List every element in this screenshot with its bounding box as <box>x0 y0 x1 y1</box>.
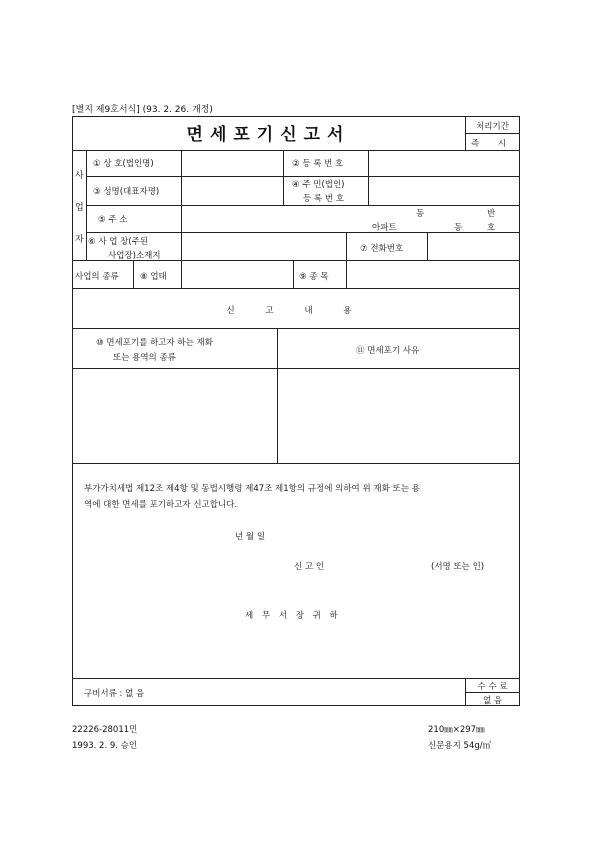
applicant-side-label-1: 사 <box>75 171 84 181</box>
declaration-line-1: 부가가치세법 제12조 제4항 및 동법시행령 제47조 제1항의 규정에 의하여 위 재화 또는 용 <box>84 484 420 494</box>
reporter-label: 신 고 인 <box>294 562 325 572</box>
goods-header-2: 또는 용역의 종류 <box>113 353 176 363</box>
approval-date: 1993. 2. 9. 승인 <box>72 741 138 751</box>
biz-type-field[interactable] <box>182 261 292 287</box>
form-number: 22226-28011민 <box>72 725 138 735</box>
paper-size: 210㎜×297㎜ <box>428 725 485 735</box>
page-title: 면세포기신고서 <box>186 125 351 145</box>
name-field[interactable] <box>182 177 282 204</box>
reason-input-area[interactable] <box>278 369 518 462</box>
declaration-date: 년 월 일 <box>235 532 266 542</box>
declaration-line-2: 역에 대한 면세를 포기하고자 신고합니다. <box>84 500 238 510</box>
required-docs: 구비서류 : 없 음 <box>84 689 145 699</box>
goods-input-area[interactable] <box>73 369 276 462</box>
biz-place-label-2: 사업장)소재지 <box>108 251 161 261</box>
resident-no-label-1: ④ 주 민(법인) <box>292 180 345 190</box>
processing-period-value: 즉 시 <box>470 139 515 149</box>
trade-name-field[interactable] <box>182 151 282 175</box>
trade-name-label: ① 상 호(법인명) <box>93 159 154 169</box>
signature-label: (서명 또는 인) <box>431 562 485 572</box>
reason-header: ⑪ 면세포기 사유 <box>356 346 420 356</box>
biz-kind-label: 사업의 종류 <box>75 272 119 282</box>
address-field[interactable] <box>182 206 362 231</box>
applicant-side-label-2: 업 <box>75 203 84 213</box>
biz-type-label: ⑧ 업태 <box>140 272 167 282</box>
biz-place-field[interactable] <box>182 233 345 259</box>
address-ho-label: 호 <box>487 223 496 233</box>
fee-label: 수 수 료 <box>477 682 508 692</box>
address-apt-dong-label: 동 <box>454 223 463 233</box>
reg-no-field[interactable] <box>369 151 518 175</box>
phone-label: ⑦ 전화번호 <box>360 244 404 254</box>
goods-header-1: ⑩ 면세포기를 하고자 하는 재화 <box>96 338 213 348</box>
resident-no-field[interactable] <box>369 177 518 204</box>
phone-field[interactable] <box>428 233 518 259</box>
biz-item-field[interactable] <box>347 261 518 287</box>
reg-no-label: ② 등 록 번 호 <box>292 159 344 169</box>
fee-value: 없 음 <box>482 696 503 706</box>
form-header-note: [별지 제9호서식] (93. 2. 26. 개정) <box>72 105 213 115</box>
biz-place-label-1: ⑥ 사 업 장(주된 <box>88 237 149 247</box>
address-label: ⑤ 주 소 <box>98 215 128 225</box>
address-ban-label: 반 <box>487 209 496 219</box>
paper-spec: 신문용지 54g/㎡ <box>428 741 492 751</box>
address-apt-label: 아파트 <box>372 223 397 233</box>
addressee: 세 무 서 장 귀 하 <box>245 611 341 621</box>
name-label: ③ 성명(대표자명) <box>93 187 160 197</box>
section-title: 신 고 내 용 <box>226 306 366 316</box>
address-dong-label: 동 <box>416 209 425 219</box>
processing-period-label: 처리기간 <box>476 122 509 132</box>
applicant-side-label-3: 자 <box>75 235 84 245</box>
biz-item-label: ⑨ 종 목 <box>299 272 329 282</box>
resident-no-label-2: 등 록 번 호 <box>303 194 344 204</box>
